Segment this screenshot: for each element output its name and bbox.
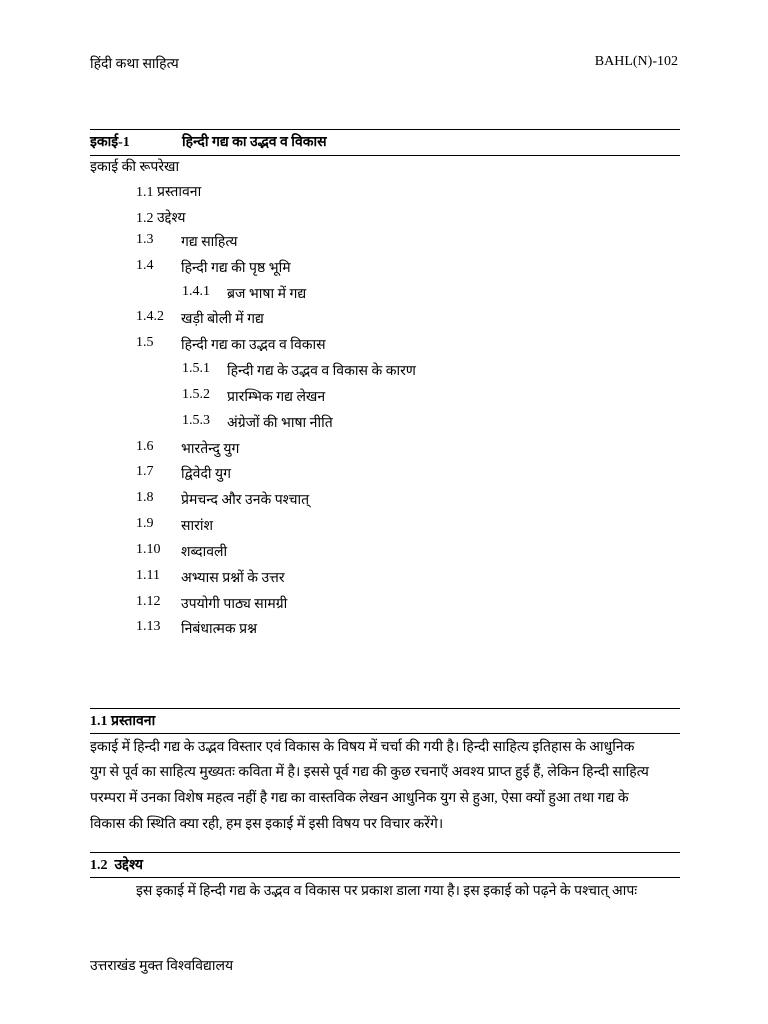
outline-item-number: 1.5.3 [182, 413, 210, 428]
outline-item-number: 1.5 [136, 335, 154, 350]
outline-item-number: 1.1 प्रस्तावना [136, 185, 202, 200]
outline-item-title: शब्दावली [181, 545, 228, 560]
section-1-1-bottom-rule [90, 733, 680, 734]
header-course-title: हिंदी कथा साहित्य [90, 57, 179, 72]
outline-item-number: 1.4 [136, 258, 154, 273]
outline-item-title: उपयोगी पाठ्य सामग्री [181, 597, 288, 612]
outline-item-title: हिन्दी गद्य के उद्भव व विकास के कारण [227, 364, 416, 379]
outline-item-title: द्विवेदी युग [181, 467, 232, 482]
outline-item-number: 1.6 [136, 439, 154, 454]
section-1-2-top-rule [90, 852, 680, 853]
outline-item-title: प्रारम्भिक गद्य लेखन [227, 390, 326, 405]
outline-heading: इकाई की रूपरेखा [90, 160, 180, 175]
outline-item-number: 1.7 [136, 464, 154, 479]
unit-label: इकाई-1 [90, 135, 130, 150]
section-1-1-heading: 1.1 प्रस्तावना [90, 714, 156, 729]
section-1-2-text: इस इकाई में हिन्दी गद्य के उद्भव व विकास पर प्रकाश डाला गया है। इस इकाई को पढ़ने के पश्चात् आपः [136, 884, 638, 899]
section-1-2-bottom-rule [90, 877, 680, 878]
outline-item-number: 1.9 [136, 516, 154, 531]
outline-item-title: गद्य साहित्य [181, 235, 238, 250]
outline-item-number: 1.3 [136, 232, 154, 247]
outline-item-title: निबंधात्मक प्रश्न [181, 622, 258, 637]
outline-item-title: खड़ी बोली में गद्य [181, 312, 264, 327]
unit-title: हिन्दी गद्य का उद्भव व विकास [182, 135, 327, 150]
outline-item-number: 1.4.2 [136, 309, 164, 324]
section-1-2-heading: 1.2 उद्देश्य [90, 858, 144, 873]
outline-item-title: सारांश [181, 519, 213, 534]
outline-item-number: 1.11 [136, 568, 160, 583]
outline-item-number: 1.4.1 [182, 284, 210, 299]
outline-item-number: 1.12 [136, 594, 161, 609]
outline-item-title: हिन्दी गद्य की पृष्ठ भूमि [181, 261, 291, 276]
outline-item-number: 1.5.2 [182, 387, 210, 402]
outline-item-title: अभ्यास प्रश्नों के उत्तर [181, 571, 285, 586]
paragraph-line: युग से पूर्व का साहित्य मुख्यतः कविता में है। इससे पूर्व गद्य की कुछ रचनाएँ अवश्य प्राप्त हुई हैं, लेकिन हिन्दी साहित्य [90, 765, 649, 780]
outline-item-number: 1.13 [136, 619, 161, 634]
outline-item-number: 1.5.1 [182, 361, 210, 376]
section-1-1-top-rule [90, 708, 680, 709]
paragraph-line: विकास की स्थिति क्या रही, हम इस इकाई में इसी विषय पर विचार करेंगे। [90, 817, 444, 832]
outline-item-title: प्रेमचन्द और उनके पश्चात् [181, 493, 310, 508]
outline-item-number: 1.2 उद्देश्य [136, 211, 186, 226]
footer-university: उत्तराखंड मुक्त विश्वविद्यालय [90, 959, 234, 974]
header-course-code: BAHL(N)-102 [594, 54, 678, 69]
paragraph-line: इकाई में हिन्दी गद्य के उद्भव विस्तार एवं विकास के विषय में चर्चा की गयी है। हिन्दी साहित्य इतिहास के आधुनिक [90, 740, 635, 755]
outline-item-number: 1.8 [136, 490, 154, 505]
outline-item-title: भारतेन्दु युग [181, 442, 240, 457]
unit-top-rule [90, 129, 680, 130]
outline-item-title: हिन्दी गद्य का उद्भव व विकास [181, 338, 326, 353]
paragraph-line: परम्परा में उनका विशेष महत्व नहीं है गद्य का वास्तविक लेखन आधुनिक युग से हुआ, ऐसा क्यों हुआ तथा गद्य के [90, 791, 629, 806]
outline-item-title: अंग्रेजों की भाषा नीति [227, 416, 333, 431]
unit-bottom-rule [90, 155, 680, 156]
outline-item-number: 1.10 [136, 542, 161, 557]
outline-item-title: ब्रज भाषा में गद्य [227, 287, 307, 302]
